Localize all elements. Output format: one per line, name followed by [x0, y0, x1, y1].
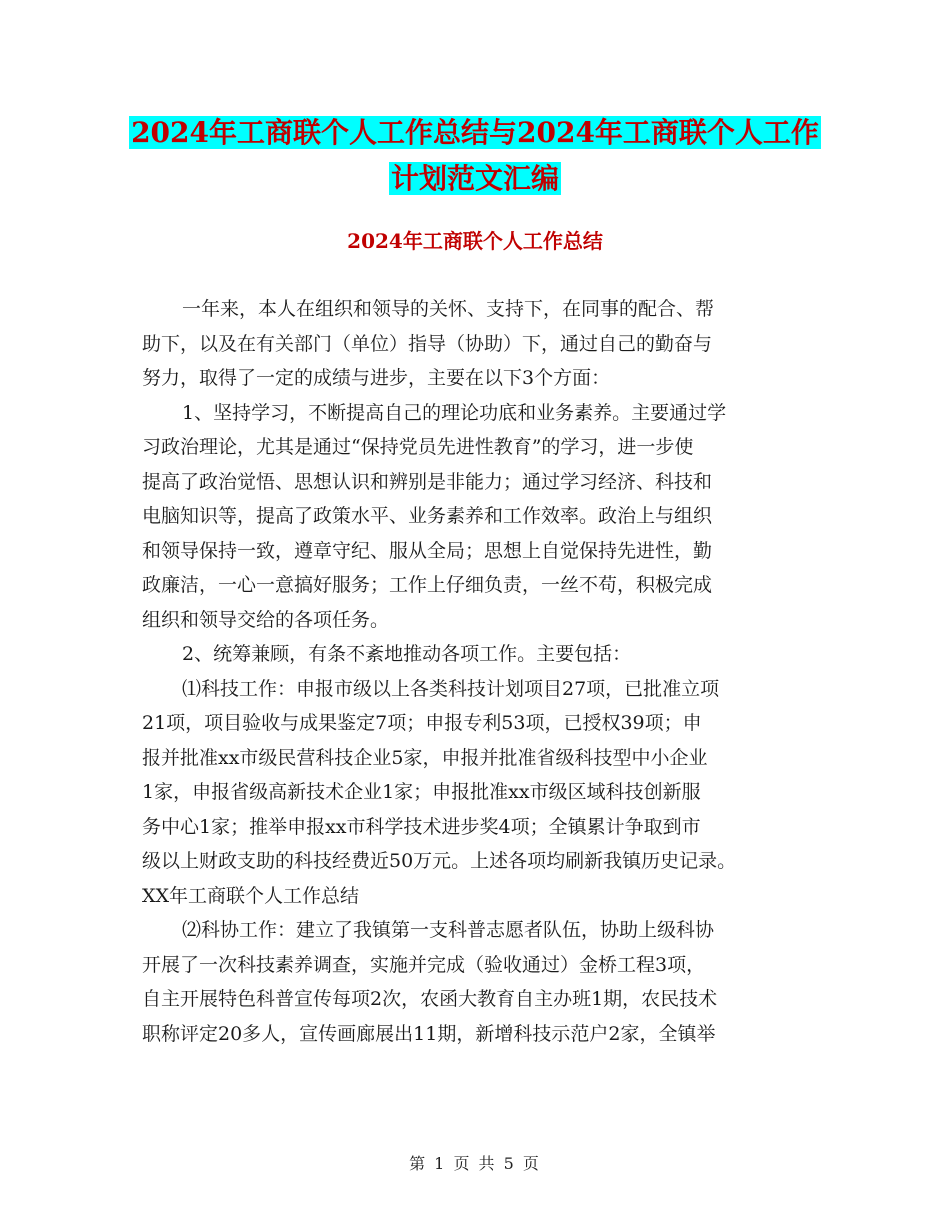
- body-line: 务中心1家；推举申报xx市科学技术进步奖4项；全镇累计争取到市: [142, 815, 701, 838]
- document-body: [142, 292, 832, 1051]
- body-line: 报并批准xx市级民营科技企业5家，申报并批准省级科技型中小企业: [142, 746, 708, 769]
- body-line: XX年工商联个人工作总结: [142, 884, 360, 907]
- body-line: 2、统筹兼顾，有条不紊地推动各项工作。主要包括：: [182, 643, 632, 665]
- body-line: 和领导保持一致，遵章守纪、服从全局；思想上自觉保持先进性，勤: [142, 539, 713, 562]
- body-line: 政廉洁，一心一意搞好服务；工作上仔细负责，一丝不苟，积极完成: [142, 574, 713, 596]
- body-line: 一年来，本人在组织和领导的关怀、支持下，在同事的配合、帮: [182, 298, 715, 320]
- title-line-2: 计划范文汇编: [390, 162, 559, 195]
- body-line: 组织和领导交给的各项任务。: [142, 608, 390, 631]
- page-footer: 第 1 页 共 5 页: [409, 1154, 541, 1173]
- body-line: 提高了政治觉悟、思想认识和辨别是非能力；通过学习经济、科技和: [142, 470, 713, 493]
- body-line: 助下，以及在有关部门（单位）指导（协助）下，通过自己的勤奋与: [142, 332, 713, 355]
- body-line: 1家，申报省级高新技术企业1家；申报批准xx市级区域科技创新服: [142, 781, 701, 803]
- section-heading: 2024年工商联个人工作总结: [347, 229, 603, 253]
- body-line: 21项，项目验收与成果鉴定7项；申报专利53项，已授权39项；申: [142, 712, 702, 734]
- title-line-1: 2024年工商联个人工作总结与2024年工商联个人工作: [131, 116, 819, 149]
- body-line: 努力，取得了一定的成绩与进步，主要在以下3个方面：: [142, 367, 611, 389]
- body-line: 电脑知识等，提高了政策水平、业务素养和工作效率。政治上与组织: [142, 505, 713, 527]
- body-line: ⑴科技工作：申报市级以上各类科技计划项目27项，已批准立项: [182, 677, 720, 700]
- body-line: 1、坚持学习，不断提高自己的理论功底和业务素养。主要通过学: [182, 401, 727, 424]
- body-line: 职称评定20多人，宣传画廊展出11期，新增科技示范户2家，全镇举: [142, 1022, 716, 1045]
- body-line: 开展了一次科技素养调查，实施并完成（验收通过）金桥工程3项，: [142, 953, 706, 976]
- body-line: 级以上财政支助的科技经费近50万元。上述各项均刷新我镇历史记录。: [142, 850, 737, 872]
- body-line: 自主开展特色科普宣传每项2次，农函大教育自主办班1期，农民技术: [142, 988, 718, 1010]
- body-line: 习政治理论，尤其是通过“保持党员先进性教育”的学习，进一步使: [142, 436, 694, 458]
- body-line: ⑵科协工作：建立了我镇第一支科普志愿者队伍，协助上级科协: [182, 919, 715, 941]
- document-title: [0, 110, 950, 202]
